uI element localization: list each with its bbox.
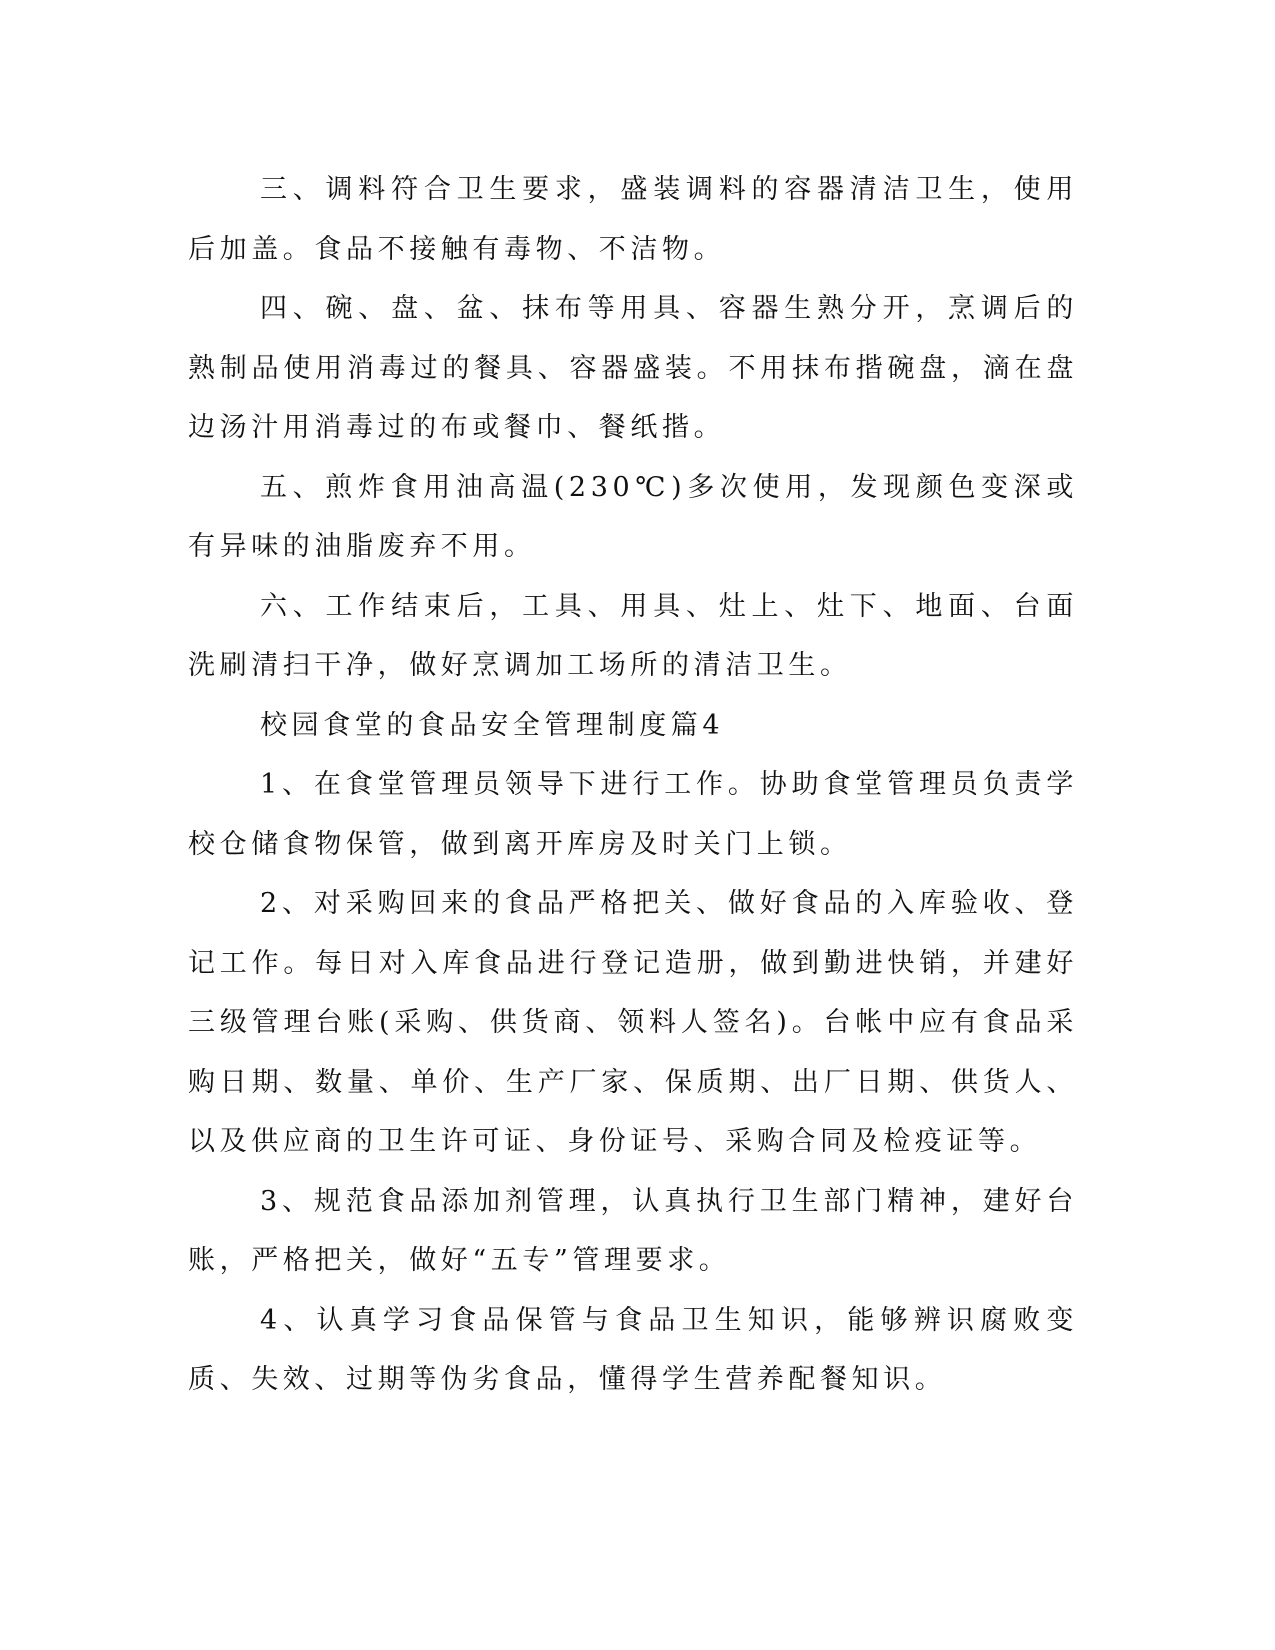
paragraph-rule-3: 3、规范食品添加剂管理，认真执行卫生部门精神，建好台账，严格把关，做好“五专”管理要求。 bbox=[188, 1185, 1078, 1276]
paragraph-cleaning: 六、工作结束后，工具、用具、灶上、灶下、地面、台面洗刷清扫干净，做好烹调加工场所的清洁卫生。 bbox=[188, 590, 1078, 681]
paragraph-condiments: 三、调料符合卫生要求，盛装调料的容器清洁卫生，使用后加盖。食品不接触有毒物、不洁物。 bbox=[188, 174, 1078, 265]
paragraph-utensils: 四、碗、盘、盆、抹布等用具、容器生熟分开，烹调后的熟制品使用消毒过的餐具、容器盛装。不用抹布揩碗盘，滴在盘边汤汁用消毒过的布或餐巾、餐纸揩。 bbox=[188, 293, 1078, 443]
paragraph-rule-2: 2、对采购回来的食品严格把关、做好食品的入库验收、登记工作。每日对入库食品进行登记造册，做到勤进快销，并建好三级管理台账(采购、供货商、领料人签名)。台帐中应有食品采购日期、数量、单价、生产厂家、保质期、出厂日期、供货人、以及供应商的卫生许可证、身份证号、采购合同及检疫证等。 bbox=[188, 888, 1078, 1157]
paragraph-frying-oil: 五、煎炸食用油高温(230℃)多次使用，发现颜色变深或有异味的油脂废弃不用。 bbox=[188, 471, 1078, 562]
paragraph-rule-4: 4、认真学习食品保管与食品卫生知识，能够辨识腐败变质、失效、过期等伪劣食品，懂得学生营养配餐知识。 bbox=[188, 1304, 1078, 1395]
paragraph-rule-1: 1、在食堂管理员领导下进行工作。协助食堂管理员负责学校仓储食物保管，做到离开库房及时关门上锁。 bbox=[188, 769, 1078, 860]
section-heading: 校园食堂的食品安全管理制度篇4 bbox=[260, 709, 725, 741]
document-body bbox=[188, 160, 1078, 1410]
